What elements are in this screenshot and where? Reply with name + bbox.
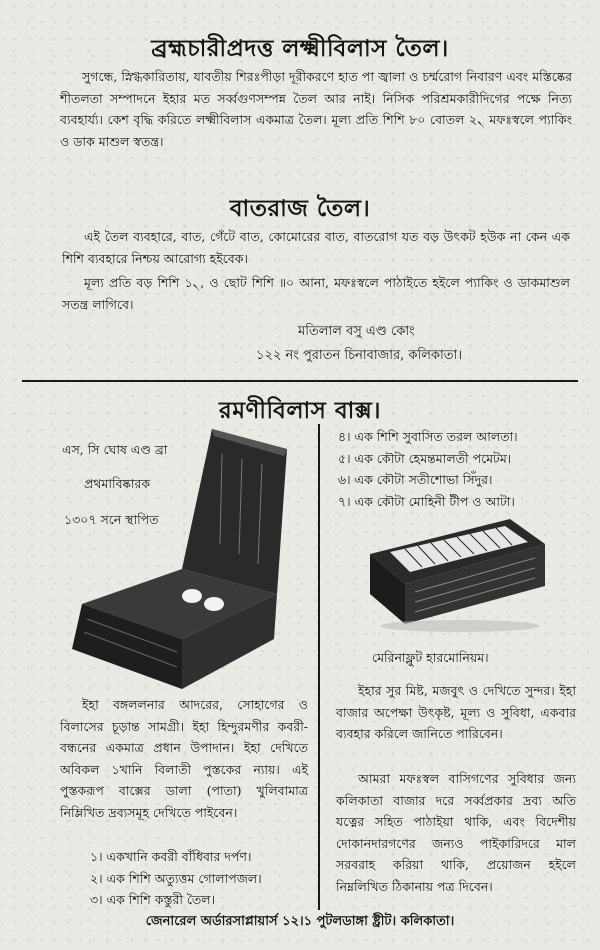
harmonium-body: ইহার সুর মিষ্ট, মজবুৎ ও দেখিতে সুন্দর। ইহা বাজার অপেক্ষা উৎকৃষ্ট, মূল্য ও সুবিধা, একবার ব্যবহার করিলে জানিতে পারিবেন।	[336, 683, 576, 741]
list-item: ১। একখানি কবরী বাঁধিবার দর্পণ।	[90, 849, 252, 864]
supplier-address: জেনারেল অর্ডারসাপ্লায়ার্স ১২।১ পুটলডাঙ্গা ষ্ট্রীট। কলিকাতা।	[145, 914, 455, 929]
lakshmibilas-title: ব্রহ্মচারীপ্রদত্ত লক্ষ্মীবিলাস তৈল।	[151, 35, 449, 62]
established-year: ১৩০৭ সনে স্থাপিত	[64, 512, 159, 527]
harmonium-illustration	[360, 514, 550, 634]
batraj-body-2: মূল্য প্রতি বড় শিশি ১৲, ও ছোট শিশি ॥০ আনা, মফঃস্বলে পাঠাইতে হইলে প্যাকিং ও ডাকমাশুল সতন্ত্র লাগিবে।	[62, 275, 570, 312]
lakshmibilas-body: সুগন্ধে, স্নিগ্ধকারিতায়, যাবতীয় শিরঃপীড়া দূরীকরণে হাত পা জ্বালা ও চর্ম্মরোগ নিবারণ এবং মস্তিষ্কের শীতলতা সম্পাদনে ইহার মত সর্ব্বগুণসম্পন্ন তৈল আর নাই। নিসিক পরিশ্রমকারীদিগের পক্ষে নিত্য ব্যবহার্য্য। কেশ বৃদ্ধি করিতে লক্ষ্মীবিলাস একমাত্র তৈল। মূল্য প্রতি শিশি ৮০ বোতল ২৲ মফঃস্বলে প্যাকিং ও ডাক মাশুল স্বতন্ত্র।	[60, 69, 572, 149]
list-item: ২। এক শিশি অত্যুত্তম গোলাপজল।	[90, 870, 262, 886]
first-inventor: প্রথমাবিষ্কারক	[84, 476, 151, 491]
list-item: ৭। এক কৌটা মোহিনী টীপ ও আটা।	[338, 493, 515, 509]
section-divider	[22, 380, 578, 382]
ramanibilas-body: ইহা বঙ্গললনার আদরের, সোহাগের ও বিলাসের চূড়ান্ত সামগ্রী। ইহা হিন্দুরমণীর কবরী-বন্ধনের একমাত্র প্রধান উপাদান। ইহা দেখিতে অবিকল ১খানি বিলাতী পুস্তকের ন্যায়। এই পুস্তকরূপ বাক্সের ডালা (পাতা) খুলিবামাত্র নিম্লিখিত দ্রব্যসমূহ দেখিতে পাইবেন।	[60, 697, 308, 820]
contents-list-right	[338, 426, 518, 512]
batraj-company: মতিলাল বসু এণ্ড কোং	[298, 324, 415, 339]
batraj-body-1: এই তৈল ব্যবহারে, বাত, গেঁটে বাত, কোমোরের বাত, বাতরোগ যত বড় উৎকট হউক না কেন এক শিশি ব্যবহারে নিশ্চয় আরোগ্য হইবেক।	[62, 229, 570, 266]
ramanibilas-title: রমণীবিলাস বাক্স।	[219, 397, 381, 424]
batraj-title: বাতরাজ তৈল।	[229, 195, 371, 222]
book-box-illustration	[62, 424, 292, 694]
batraj-address: ১২২ নং পুরাতন চিনাবাজার, কলিকাতা।	[256, 348, 462, 363]
list-item: ৫। এক কৌটা হেমন্তমালতী পমেটম।	[338, 450, 512, 466]
harmonium-caption: মেরিনাফ্লুট হারমোনিয়ম।	[372, 650, 489, 665]
firm-name: এস, সি ঘোষ এণ্ড ব্রা	[62, 442, 168, 457]
list-item: ৪। এক শিশি সুবাসিত তরল আলতা।	[338, 429, 518, 444]
supplier-body: আমরা মফঃস্বল বাসিগণের সুবিধার জন্য কলিকাতা বাজার দরে সর্ব্বপ্রকার দ্রব্য অতি যত্নের সহিত পাঠাইয়া থাকি, এবং বিদেশীয় দোকানদারগণের জন্যও পাইকারিদরে মাল সরবরাহ করিয়া থাকি, প্রয়োজন হইলে নিম্নলিখিত ঠিকানায় পত্র দিবেন।	[336, 771, 576, 894]
column-divider	[318, 424, 320, 910]
contents-list-left	[90, 846, 262, 911]
list-item: ৩। এক শিশি কস্তুরী তৈল।	[90, 892, 216, 907]
list-item: ৬। এক কৌটা সতীশোভা সিঁদুর।	[338, 472, 493, 487]
